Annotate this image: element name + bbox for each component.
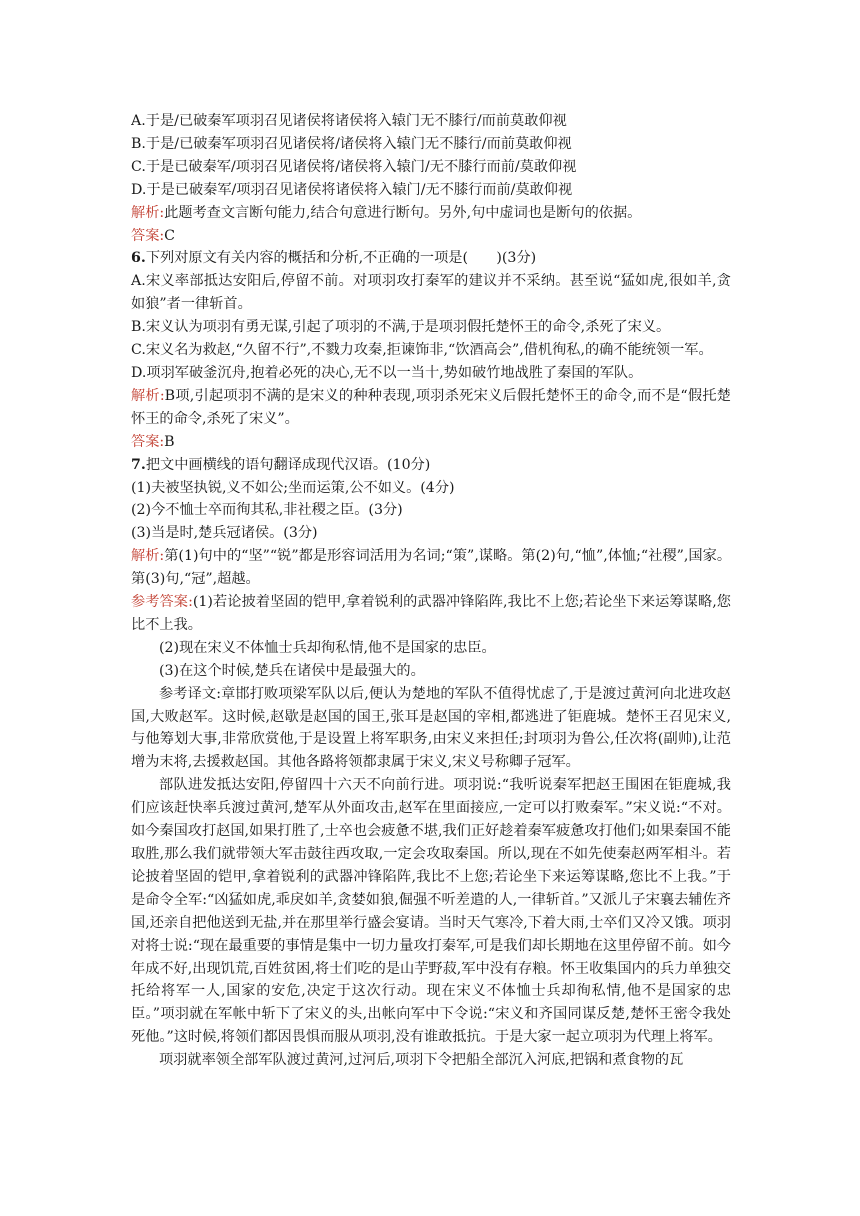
analysis-label: 解析:: [131, 548, 165, 565]
document-body: [131, 110, 731, 1072]
q7-item-3: (3)当是时,楚兵冠诸侯。(3分): [131, 525, 318, 542]
translation-paragraph-2: 部队进发抵达安阳,停留四十六天不向前行进。项羽说:“我听说秦军把赵王围困在钜鹿城,我们应该赶快率兵渡过黄河,楚军从外面攻击,赵军在里面接应,一定可以打败秦军。”宋义说:“不对。如今秦国攻打赵国,如果打胜了,士卒也会疲惫不堪,我们正好趁着秦军疲惫攻打他们;如果秦国不能取胜,那么我们就带领大军击鼓往西攻取,一定会攻取秦国。所以,现在不如先使秦赵两军相斗。若论披着坚固的铠甲,拿着锐利的武器冲锋陷阵,我比不上您;若论坐下来运筹谋略,您比不上我。”于是命令全军:“凶猛如虎,乖戾如羊,贪婪如狼,倔强不听差遣的人,一律斩首。”又派儿子宋襄去辅佐齐国,还亲自把他送到无盐,并在那里举行盛会宴请。当时天气寒冷,下着大雨,士卒们又冷又饿。项羽对将士说:“现在最重要的事情是集中一切力量攻打秦军,可是我们却长期地在这里停留不前。如今年成不好,出现饥荒,百姓贫困,将士们吃的是山芋野菽,军中没有存粮。怀王收集国内的兵力单独交托给将军一人,国家的安危,决定于这次行动。现在宋义不体恤士兵却徇私情,他不是国家的忠臣。”项羽就在军帐中斩下了宋义的头,出帐向军中下令说:“宋义和齐国同谋反楚,楚怀王密令我处死他。”这时候,将领们都因畏惧而服从项羽,没有谁敢抵抗。于是大家一起立项羽为代理上将军。: [131, 777, 731, 1046]
q6-option-b: B.宋义认为项羽有勇无谋,引起了项羽的不满,于是项羽假托楚怀王的命令,杀死了宋义。: [131, 319, 671, 336]
q6-stem: [131, 247, 731, 270]
q7-analysis: [131, 545, 731, 591]
q7-ref-3: (3)在这个时候,楚兵在诸侯中是最强大的。: [159, 662, 425, 679]
translation-paragraph-3: 项羽就率领全部军队渡过黄河,过河后,项羽下令把船全部沉入河底,把锅和煮食物的瓦: [159, 1052, 684, 1069]
question-number: 7.: [131, 456, 146, 473]
answer-label: 答案:: [131, 433, 165, 450]
analysis-label: 解析:: [131, 387, 165, 404]
q5-option-b: B.于是/已破秦军项羽召见诸侯将/诸侯将入辕门无不膝行/而前莫敢仰视: [131, 135, 572, 152]
q5-answer-value: C: [164, 227, 176, 244]
q5-analysis: [131, 202, 731, 225]
q7-analysis-text: 第(1)句中的“坚”“锐”都是形容词活用为名词;“策”,谋略。第(2)句,“恤”,体恤;“社稷”,国家。第(3)句,“冠”,超越。: [131, 548, 732, 588]
q5-option-c: C.于是已破秦军/项羽召见诸侯将/诸侯将入辕门/无不膝行而前/莫敢仰视: [131, 158, 577, 175]
q6-option-d: D.项羽军破釜沉舟,抱着必死的决心,无不以一当十,势如破竹地战胜了秦国的军队。: [131, 364, 643, 381]
question-number: 6.: [131, 250, 146, 267]
reference-answer-label: 参考答案:: [131, 594, 193, 611]
q5-option-d: D.于是已破秦军/项羽召见诸侯将诸侯将入辕门/无不膝行而前/莫敢仰视: [131, 181, 573, 198]
answer-label: 答案:: [131, 227, 165, 244]
q6-option-c: C.宋义名为救赵,“久留不行”,不戮力攻秦,拒谏饰非,“饮酒高会”,借机徇私,的确不能统领一军。: [131, 342, 713, 359]
q5-option-a: A.于是/已破秦军项羽召见诸侯将诸侯将入辕门无不膝行/而前莫敢仰视: [131, 113, 567, 129]
q7-ref-1: (1)若论披着坚固的铠甲,拿着锐利的武器冲锋陷阵,我比不上您;若论坐下来运筹谋略,您比不上我。: [131, 594, 731, 633]
q7-stem-text: 把文中画横线的语句翻译成现代汉语。(10分): [145, 456, 431, 473]
q6-option-a: A.宋义率部抵达安阳后,停留不前。对项羽攻打秦军的建议并不采纳。甚至说“猛如虎,很如羊,贪如狼”者一律斩首。: [131, 273, 731, 313]
q5-analysis-text: 此题考查文言断句能力,结合句意进行断句。另外,句中虚词也是断句的依据。: [164, 204, 642, 221]
q6-analysis: [131, 385, 731, 431]
q7-item-1: (1)夫被坚执锐,义不如公;坐而运策,公不如义。(4分): [131, 479, 455, 496]
translation-paragraph-1: 参考译文:章邯打败项梁军队以后,便认为楚地的军队不值得忧虑了,于是渡过黄河向北进攻赵国,大败赵军。这时候,赵歇是赵国的国王,张耳是赵国的宰相,都逃进了钜鹿城。楚怀王召见宋义,与他筹划大事,非常欣赏他,于是设置上将军职务,由宋义来担任;封项羽为鲁公,任次将(副帅),让范增为末将,去援救赵国。其他各路将领都隶属于宋义,宋义号称卿子冠军。: [131, 685, 731, 771]
q6-stem-text: 下列对原文有关内容的概括和分析,不正确的一项是( )(3分): [145, 250, 537, 267]
q7-reference-answer: [131, 591, 731, 637]
q7-ref-2: (2)现在宋义不体恤士兵却徇私情,他不是国家的忠臣。: [159, 639, 496, 656]
analysis-label: 解析:: [131, 204, 165, 221]
q7-stem: [131, 454, 731, 477]
q7-item-2: (2)今不恤士卒而徇其私,非社稷之臣。(3分): [131, 502, 403, 519]
q6-analysis-text: B项,引起项羽不满的是宋义的种种表现,项羽杀死宋义后假托楚怀王的命令,而不是“假托楚怀王的命令,杀死了宋义”。: [131, 387, 731, 427]
q5-answer: [131, 225, 731, 248]
q6-answer: [131, 431, 731, 454]
q6-answer-value: B: [164, 433, 175, 450]
